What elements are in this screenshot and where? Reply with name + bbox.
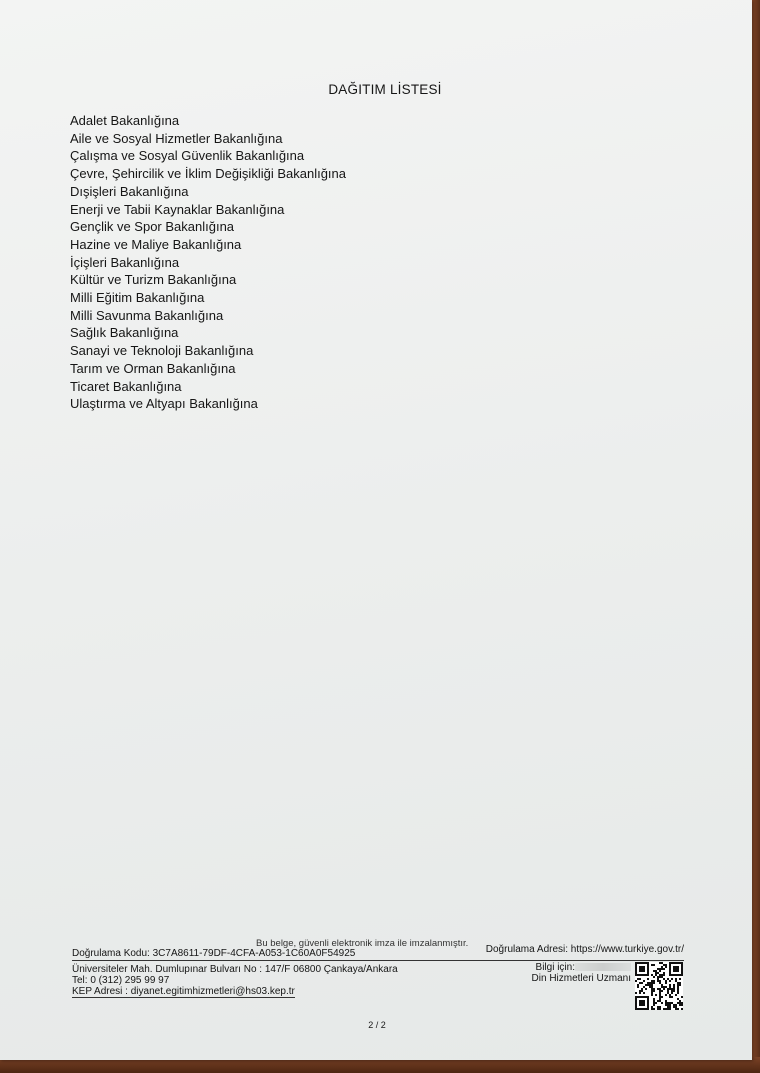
recipient-item: Ticaret Bakanlığına [70,378,182,394]
recipient-item: Hazine ve Maliye Bakanlığına [70,236,242,252]
kep-address: diyanet.egitimhizmetleri@hs03.kep.tr [130,986,295,997]
recipient-item: İçişleri Bakanlığına [70,254,180,270]
recipient-item: Gençlik ve Spor Bakanlığına [70,219,235,235]
verification-code: Doğrulama Kodu: 3C7A8611-79DF-4CFA-A053-1C60A0F54925 [72,948,356,959]
recipient-item: Dışişleri Bakanlığına [70,183,189,199]
signature-note: Bu belge, güvenli elektronik imza ile imzalanmıştır. [256,938,469,949]
qr-code-graphic [635,962,683,1010]
recipient-item: Adalet Bakanlığına [70,113,180,128]
info-label: Bilgi için: [535,962,575,973]
postal-address: Üniversiteler Mah. Dumlupınar Bulvarı No : 147/F 06800 Çankaya/Ankara [72,964,398,975]
recipient-item: Sanayi ve Teknoloji Bakanlığına [70,343,254,359]
recipient-item: Milli Eğitim Bakanlığına [70,290,205,306]
recipient-item: Milli Savunma Bakanlığına [70,307,224,323]
kep-label: KEP Adresi : [72,986,131,997]
recipient-item: Tarım ve Orman Bakanlığına [70,360,236,376]
kep-address-line [72,986,398,998]
info-contact [505,962,631,984]
recipient-item: Enerji ve Tabii Kaynaklar Bakanlığına [70,201,285,217]
recipient-item: Kültür ve Turizm Bakanlığına [70,272,237,288]
kep-address-underline [72,986,295,998]
info-title: Din Hizmetleri Uzmanı [531,973,631,984]
recipient-item: Sağlık Bakanlığına [70,325,179,341]
recipient-item: Çevre, Şehircilik ve İklim Değişikliği Bakanlığına [70,166,346,182]
recipient-item: Çalışma ve Sosyal Güvenlik Bakanlığına [70,148,305,164]
verification-address: Doğrulama Adresi: https://www.turkiye.gov.tr/ [485,944,684,955]
page-number: 2 / 2 [368,1020,386,1030]
document-title: DAĞITIM LİSTESİ [328,82,442,97]
recipient-item: Aile ve Sosyal Hizmetler Bakanlığına [70,130,283,146]
recipient-list [70,112,346,413]
recipient-item: Ulaştırma ve Altyapı Bakanlığına [70,396,258,412]
phone-number: Tel: 0 (312) 295 99 97 [72,975,170,986]
qr-code-icon [635,962,683,1010]
footer-divider [72,960,684,961]
redacted-name [575,963,631,971]
contact-address-block [72,964,398,998]
